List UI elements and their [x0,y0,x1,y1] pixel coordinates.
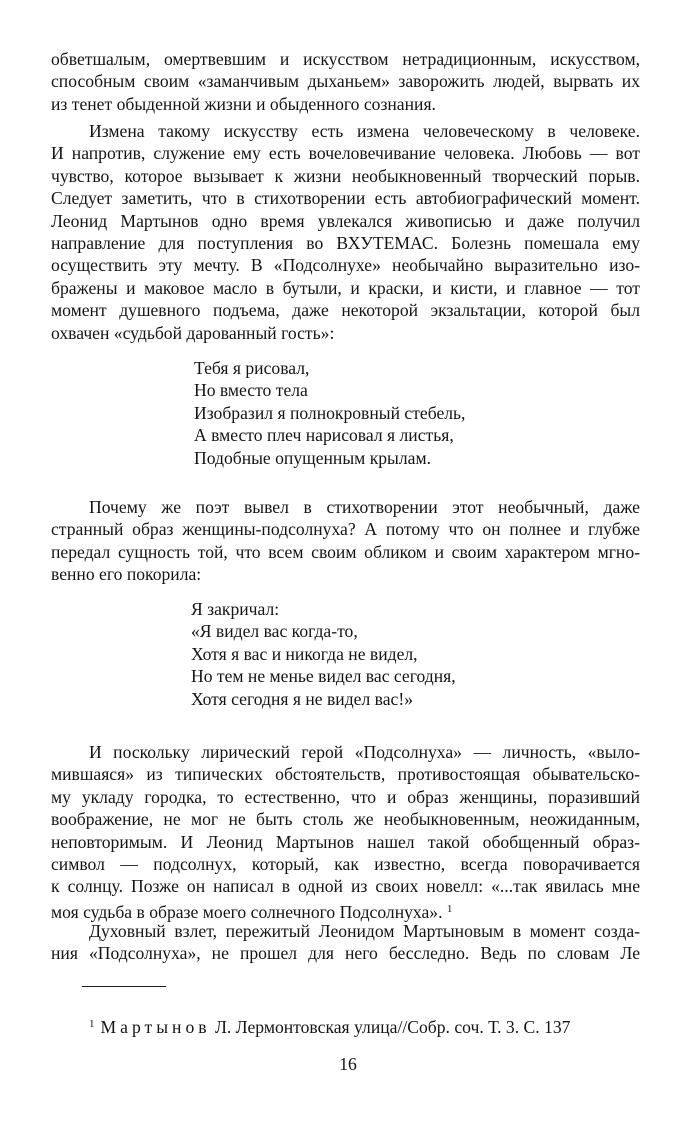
text-line: символ — подсолнух, который, как известно, всегда поворачивается [51,853,640,874]
text-line: чувство, которое вызывает к жизни необыкновенный творческий порыв. [51,165,640,186]
text-line: к солнцу. Позже он написал в одной из своих новелл: «...так явилась мне [51,876,640,897]
text-line: И поскольку лирический герой «Подсолнуха» — личность, «выло- [89,742,640,762]
text-line: Следует заметить, что в стихотворении есть автобиографический момент. [51,188,640,209]
footnote-text: Л. Лермонтовская улица//Собр. соч. Т. 3. С. 137 [210,1017,571,1037]
text-line [51,898,640,920]
page-number: 16 [339,1054,357,1074]
text-line: бражены и маковое масло в бутыли, и краски, и кисти, и главное — тот [51,277,640,298]
verse-line: Изобразил я полнокровный стебель, [194,402,466,423]
poem-quote [191,598,456,710]
verse-line: А вместо плеч нарисовал я листья, [194,425,454,446]
verse-line: «Я видел вас когда-то, [191,621,358,642]
text-line: воображение, не мог не быть столь же необыкновенным, неожиданным, [51,809,640,830]
footnote-mark: 1 [89,1018,95,1030]
text-line: момент душевного подъема, даже некоторой экзальтации, которой был [51,300,640,321]
paragraph [51,496,640,586]
footnote [89,1013,570,1038]
text-line: му укладу городка, то естественно, что и образ женщины, поразивший [51,786,640,807]
text-line: Почему же поэт вывел в стихотворении этот необычный, даже [89,497,640,517]
text-line: осуществить эту мечту. В «Подсолнухе» необычайно выразительно изо- [51,255,640,276]
verse-line: Но вместо тела [194,380,308,401]
text-line: способным своим «заманчивым дыханьем» заворожить людей, вырвать их [51,71,640,92]
text-line: неповторимым. И Леонид Мартынов нашел такой обобщенный образ- [51,831,640,852]
text-line: ния «Подсолнуха», не прошел для него бесследно. Ведь по словам Ле [51,943,640,964]
poem-quote [194,357,465,469]
text-line: Измена такому искусству есть измена человеческому в человеке. [89,121,640,141]
text-line: направление для поступления во ВХУТЕМАС. Болезнь помешала ему [51,232,640,253]
text-line: из тенет обыденной жизни и обыденного сознания. [51,93,436,114]
verse-line: Подобные опущенным крылам. [194,447,431,468]
verse-line: Хотя сегодня я не видел вас!» [191,688,413,709]
text-line: обветшалым, омертвевшим и искусством нетрадиционным, искусством, [51,49,640,69]
text-line: мившаяся» из типических обстоятельств, противостоящая обывательско- [51,764,640,785]
verse-line: Но тем не менье видел вас сегодня, [191,666,456,687]
text-line: охвачен «судьбой дарованный гость»: [51,322,335,343]
paragraph [51,741,640,920]
text-segment: моя судьба в образе моего солнечного Подсолнуха». [51,901,443,922]
text-line: венно его покорила: [51,564,202,585]
text-line: странный образ женщины-подсолнуха? А потому что он полнее и глубже [51,519,640,540]
footnote-reference: 1 [446,902,453,915]
verse-line: Тебя я рисовал, [194,358,310,378]
paragraph [51,120,640,344]
text-line: Духовный взлет, пережитый Леонидом Мартыновым в момент созда- [89,921,640,941]
text-line: Леонид Мартынов одно время увлекался живописью и даже получил [51,210,640,231]
paragraph [51,920,640,965]
footnote-separator [82,986,166,987]
text-line: И напротив, служение ему есть вочеловечивание человека. Любовь — вот [51,143,640,164]
verse-line: Хотя я вас и никогда не видел, [191,643,418,664]
verse-line: Я закричал: [191,599,280,619]
footnote-author: Мартынов [100,1017,211,1037]
paragraph-continued [51,48,640,115]
text-line: передал сущность той, что всем своим обликом и своим характером мгно- [51,541,640,562]
